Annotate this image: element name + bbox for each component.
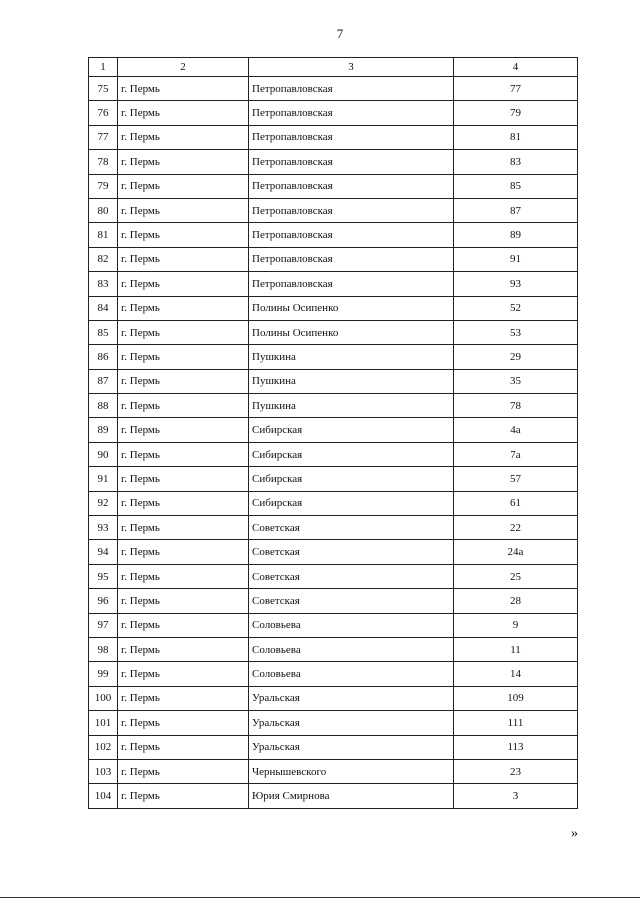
- street-cell: Петропавловская: [249, 77, 454, 101]
- table-row: [89, 735, 578, 759]
- city-cell: г. Пермь: [118, 174, 249, 198]
- city-cell: г. Пермь: [118, 418, 249, 442]
- column-header-2: 2: [118, 58, 249, 77]
- address-table: [88, 57, 578, 809]
- street-cell: Пушкина: [249, 394, 454, 418]
- house-number-cell: 35: [454, 369, 578, 393]
- house-number-cell: 87: [454, 198, 578, 222]
- table-row: [89, 369, 578, 393]
- city-cell: г. Пермь: [118, 320, 249, 344]
- table-row: [89, 540, 578, 564]
- house-number-cell: 25: [454, 564, 578, 588]
- column-header-4: 4: [454, 58, 578, 77]
- house-number-cell: 24а: [454, 540, 578, 564]
- street-cell: Уральская: [249, 735, 454, 759]
- street-cell: Уральская: [249, 711, 454, 735]
- house-number-cell: 78: [454, 394, 578, 418]
- row-number-cell: 98: [89, 637, 118, 661]
- row-number-cell: 97: [89, 613, 118, 637]
- house-number-cell: 53: [454, 320, 578, 344]
- city-cell: г. Пермь: [118, 296, 249, 320]
- house-number-cell: 61: [454, 491, 578, 515]
- street-cell: Соловьева: [249, 662, 454, 686]
- street-cell: Соловьева: [249, 637, 454, 661]
- house-number-cell: 89: [454, 223, 578, 247]
- table-row: [89, 296, 578, 320]
- table-row: [89, 637, 578, 661]
- row-number-cell: 94: [89, 540, 118, 564]
- street-cell: Петропавловская: [249, 247, 454, 271]
- street-cell: Пушкина: [249, 369, 454, 393]
- row-number-cell: 89: [89, 418, 118, 442]
- table-row: [89, 759, 578, 783]
- street-cell: Уральская: [249, 686, 454, 710]
- city-cell: г. Пермь: [118, 711, 249, 735]
- street-cell: Советская: [249, 516, 454, 540]
- row-number-cell: 79: [89, 174, 118, 198]
- row-number-cell: 99: [89, 662, 118, 686]
- city-cell: г. Пермь: [118, 637, 249, 661]
- street-cell: Советская: [249, 564, 454, 588]
- table-row: [89, 345, 578, 369]
- city-cell: г. Пермь: [118, 784, 249, 808]
- row-number-cell: 104: [89, 784, 118, 808]
- row-number-cell: 76: [89, 101, 118, 125]
- house-number-cell: 23: [454, 759, 578, 783]
- street-cell: Петропавловская: [249, 272, 454, 296]
- table-row: [89, 77, 578, 101]
- row-number-cell: 90: [89, 442, 118, 466]
- house-number-cell: 113: [454, 735, 578, 759]
- city-cell: г. Пермь: [118, 686, 249, 710]
- table-row: [89, 589, 578, 613]
- table-row: [89, 394, 578, 418]
- row-number-cell: 83: [89, 272, 118, 296]
- table-row: [89, 198, 578, 222]
- row-number-cell: 87: [89, 369, 118, 393]
- street-cell: Петропавловская: [249, 198, 454, 222]
- street-cell: Сибирская: [249, 491, 454, 515]
- house-number-cell: 91: [454, 247, 578, 271]
- city-cell: г. Пермь: [118, 101, 249, 125]
- street-cell: Петропавловская: [249, 125, 454, 149]
- city-cell: г. Пермь: [118, 247, 249, 271]
- table-row: [89, 442, 578, 466]
- city-cell: г. Пермь: [118, 369, 249, 393]
- street-cell: Сибирская: [249, 442, 454, 466]
- city-cell: г. Пермь: [118, 442, 249, 466]
- street-cell: Петропавловская: [249, 223, 454, 247]
- column-header-3: 3: [249, 58, 454, 77]
- house-number-cell: 11: [454, 637, 578, 661]
- street-cell: Петропавловская: [249, 101, 454, 125]
- row-number-cell: 88: [89, 394, 118, 418]
- table-row: [89, 223, 578, 247]
- table-row: [89, 711, 578, 735]
- table-row: [89, 467, 578, 491]
- table-row: [89, 784, 578, 808]
- row-number-cell: 85: [89, 320, 118, 344]
- city-cell: г. Пермь: [118, 491, 249, 515]
- city-cell: г. Пермь: [118, 613, 249, 637]
- table-row: [89, 320, 578, 344]
- table-row: [89, 101, 578, 125]
- city-cell: г. Пермь: [118, 125, 249, 149]
- street-cell: Петропавловская: [249, 150, 454, 174]
- house-number-cell: 52: [454, 296, 578, 320]
- row-number-cell: 75: [89, 77, 118, 101]
- row-number-cell: 81: [89, 223, 118, 247]
- street-cell: Советская: [249, 589, 454, 613]
- row-number-cell: 101: [89, 711, 118, 735]
- street-cell: Чернышевского: [249, 759, 454, 783]
- table-row: [89, 491, 578, 515]
- house-number-cell: 57: [454, 467, 578, 491]
- table-row: [89, 516, 578, 540]
- house-number-cell: 22: [454, 516, 578, 540]
- street-cell: Сибирская: [249, 418, 454, 442]
- house-number-cell: 77: [454, 77, 578, 101]
- row-number-cell: 95: [89, 564, 118, 588]
- table-row: [89, 686, 578, 710]
- city-cell: г. Пермь: [118, 394, 249, 418]
- city-cell: г. Пермь: [118, 540, 249, 564]
- city-cell: г. Пермь: [118, 589, 249, 613]
- page-number: 7: [336, 26, 344, 41]
- table-header: [89, 58, 578, 77]
- city-cell: г. Пермь: [118, 564, 249, 588]
- row-number-cell: 82: [89, 247, 118, 271]
- row-number-cell: 78: [89, 150, 118, 174]
- row-number-cell: 86: [89, 345, 118, 369]
- street-cell: Юрия Смирнова: [249, 784, 454, 808]
- column-header-1: 1: [89, 58, 118, 77]
- table-row: [89, 272, 578, 296]
- house-number-cell: 28: [454, 589, 578, 613]
- city-cell: г. Пермь: [118, 272, 249, 296]
- table-row: [89, 564, 578, 588]
- city-cell: г. Пермь: [118, 516, 249, 540]
- row-number-cell: 102: [89, 735, 118, 759]
- city-cell: г. Пермь: [118, 662, 249, 686]
- house-number-cell: 29: [454, 345, 578, 369]
- row-number-cell: 93: [89, 516, 118, 540]
- row-number-cell: 80: [89, 198, 118, 222]
- row-number-cell: 100: [89, 686, 118, 710]
- row-number-cell: 96: [89, 589, 118, 613]
- table-row: [89, 150, 578, 174]
- house-number-cell: 7а: [454, 442, 578, 466]
- house-number-cell: 93: [454, 272, 578, 296]
- city-cell: г. Пермь: [118, 735, 249, 759]
- street-cell: Полины Осипенко: [249, 296, 454, 320]
- house-number-cell: 79: [454, 101, 578, 125]
- header-row: [89, 58, 578, 77]
- city-cell: г. Пермь: [118, 467, 249, 491]
- house-number-cell: 85: [454, 174, 578, 198]
- row-number-cell: 92: [89, 491, 118, 515]
- house-number-cell: 109: [454, 686, 578, 710]
- row-number-cell: 84: [89, 296, 118, 320]
- house-number-cell: 14: [454, 662, 578, 686]
- street-cell: Сибирская: [249, 467, 454, 491]
- table-row: [89, 418, 578, 442]
- city-cell: г. Пермь: [118, 223, 249, 247]
- city-cell: г. Пермь: [118, 198, 249, 222]
- house-number-cell: 4а: [454, 418, 578, 442]
- row-number-cell: 103: [89, 759, 118, 783]
- table-row: [89, 247, 578, 271]
- street-cell: Петропавловская: [249, 174, 454, 198]
- bottom-divider: [0, 897, 640, 898]
- house-number-cell: 83: [454, 150, 578, 174]
- row-number-cell: 91: [89, 467, 118, 491]
- table-row: [89, 662, 578, 686]
- street-cell: Полины Осипенко: [249, 320, 454, 344]
- city-cell: г. Пермь: [118, 759, 249, 783]
- house-number-cell: 9: [454, 613, 578, 637]
- table-row: [89, 613, 578, 637]
- row-number-cell: 77: [89, 125, 118, 149]
- table-row: [89, 174, 578, 198]
- street-cell: Пушкина: [249, 345, 454, 369]
- house-number-cell: 81: [454, 125, 578, 149]
- house-number-cell: 3: [454, 784, 578, 808]
- city-cell: г. Пермь: [118, 77, 249, 101]
- table-body: [89, 77, 578, 809]
- street-cell: Соловьева: [249, 613, 454, 637]
- table-row: [89, 125, 578, 149]
- street-cell: Советская: [249, 540, 454, 564]
- closing-quote-mark: »: [571, 826, 578, 841]
- city-cell: г. Пермь: [118, 345, 249, 369]
- city-cell: г. Пермь: [118, 150, 249, 174]
- house-number-cell: 111: [454, 711, 578, 735]
